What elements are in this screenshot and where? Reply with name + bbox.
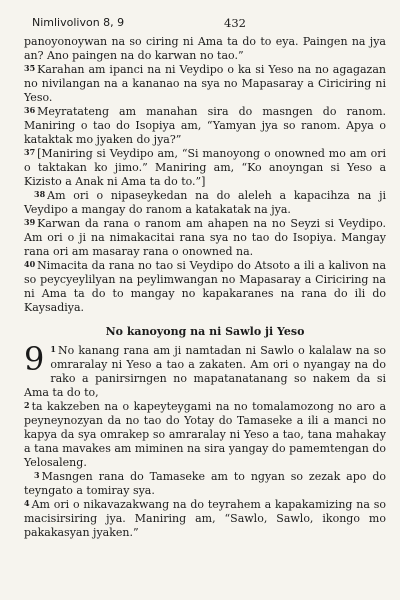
verse-number: 37 bbox=[24, 147, 36, 157]
verse-number: 36 bbox=[24, 105, 36, 115]
paragraph-text: panoyonoywan na so ciring ni Ama ta do to eya. Paingen na jya an? Ano paingen na do karwan no tao.” bbox=[24, 35, 386, 62]
paragraph bbox=[24, 35, 386, 63]
verse-number: 35 bbox=[24, 63, 36, 73]
scripture-text bbox=[24, 35, 386, 540]
running-header bbox=[24, 12, 386, 32]
verse-37 bbox=[24, 147, 386, 189]
verse-number: 4 bbox=[24, 498, 30, 508]
verse-text: Karwan da rana o ranom am ahapen na no Seyzi si Veydipo. Am ori o ji na nimakacitai rana sya no tao do Isopiya. Mangay rana ori am masaray rana o onowned na. bbox=[24, 217, 386, 258]
verse-39 bbox=[24, 217, 386, 259]
verse-text: Masngen rana do Tamaseke am to ngyan so zezak apo do teyngato a tomiray sya. bbox=[24, 470, 386, 497]
verse-number: 2 bbox=[24, 400, 30, 410]
verse-number: 40 bbox=[24, 259, 36, 269]
verse-text: Am ori o nipaseykedan na do aleleh a kapacihza na ji Veydipo a mangay do ranom a katakatak na jya. bbox=[24, 189, 386, 216]
verse-text: Karahan am ipanci na ni Veydipo o ka si Yeso na no agagazan no nivilangan na a kananao na sya no Mapasaray a Ciriciring ni Yeso. bbox=[24, 63, 386, 104]
verse-number: 38 bbox=[34, 189, 46, 199]
verse-number: 1 bbox=[50, 344, 56, 354]
verse-9-4 bbox=[24, 498, 386, 540]
verse-9-2 bbox=[24, 400, 386, 470]
verse-number: 39 bbox=[24, 217, 36, 227]
verse-9-1 bbox=[24, 340, 386, 400]
verse-text: [Maniring si Veydipo am, “Si manoyong o onowned mo am ori o taktakan ko jimo.” Maniring am, “Ko anoyngan si Yeso a Kizisto a Anak ni Ama ta do to.”] bbox=[24, 147, 386, 188]
verse-number: 3 bbox=[34, 470, 40, 480]
verse-9-3 bbox=[24, 470, 386, 498]
header-book-reference: Nimlivolivon 8, 9 bbox=[32, 16, 125, 29]
verse-text: ta kakzeben na o kapeyteygami na no tomalamozong no aro a peyneynozyan da no tao do Yotay do Tamaseke a ili a manci no kapya da sya omrakep so amraralay ni Yeso a tao, tana mahakay a tana mavakes am miminen na sira yangay do pamemtengan do Yelosaleng. bbox=[24, 400, 386, 469]
verse-text: No kanang rana am ji namtadan ni Sawlo o kalalaw na so omraralay ni Yeso a tao a zakaten. Am ori o nyangay na do rako a panirsirngen no mapatanatanang so nakem da si Ama ta do to, bbox=[24, 344, 386, 399]
header-page-number: 432 bbox=[224, 16, 246, 30]
verse-text: Nimacita da rana no tao si Veydipo do Atsoto a ili a kalivon na so peycyeylilyan na peylimwangan no Mapasaray a Ciriciring na ni Ama ta do to mangay no kapakaranes na rana do ili do Kaysadiya. bbox=[24, 259, 386, 314]
verse-38 bbox=[24, 189, 386, 217]
verse-35 bbox=[24, 63, 386, 105]
section-heading: No kanoyong na ni Sawlo ji Yeso bbox=[105, 325, 305, 338]
verse-40 bbox=[24, 259, 386, 315]
verse-36 bbox=[24, 105, 386, 147]
verse-text: Meyratateng am manahan sira do masngen do ranom. Maniring o tao do Isopiya am, “Yamyan jya so ranom. Apya o kataktak mo jyaken do jya?” bbox=[24, 105, 386, 146]
verse-text: Am ori o nikavazakwang na do teyrahem a kapakamizing na so macisirsiring jya. Maniring am, “Sawlo, Sawlo, ikongo mo pakakasyan jyaken.” bbox=[24, 498, 386, 539]
chapter-number: 9 bbox=[24, 340, 45, 378]
